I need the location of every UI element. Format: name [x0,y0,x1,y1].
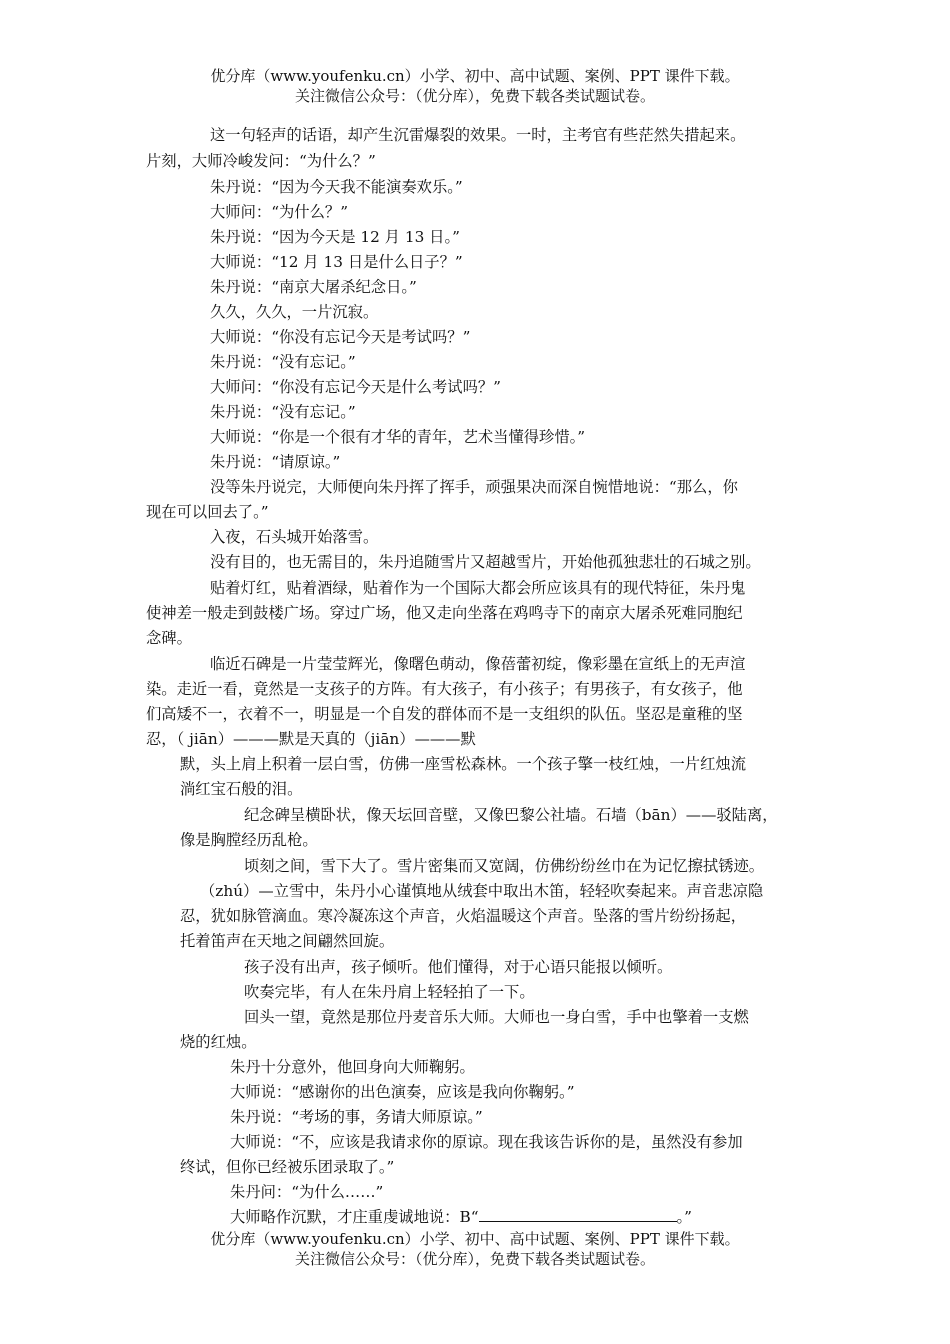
page-footer [0,1229,950,1269]
text-line: 忍，犹如脉管滴血。寒冷凝冻这个声音，火焰温暖这个声音。坠落的雪片纷纷扬起， [180,907,746,925]
text-line: 终试，但你已经被乐团录取了。” [180,1158,395,1176]
text-line: 大师说：“感谢你的出色演奏，应该是我向你鞠躬。” [230,1083,575,1101]
text-line: 们高矮不一，衣着不一，明显是一个自发的群体而不是一支组织的队伍。坚忍是童稚的坚 [146,705,743,723]
text-line: 朱丹说：“没有忘记。” [210,353,356,371]
text-line: 像是胸膛经历乱枪。 [180,831,318,849]
text-line: 久久，久久，一片沉寂。 [210,303,379,321]
text-line: 朱丹问：“为什么……” [230,1183,384,1201]
text-line: 这一句轻声的话语，却产生沉雷爆裂的效果。一时，主考官有些茫然失措起来。 [210,126,746,144]
header-line-1: 优分库（www.youfenku.cn）小学、初中、高中试题、案例、PPT 课件下载。 [210,67,740,85]
text-line: 使神差一般走到鼓楼广场。穿过广场，他又走向坐落在鸡鸣寺下的南京大屠杀死难同胞纪 [146,604,743,622]
text-line: 朱丹说：“南京大屠杀纪念日。” [210,278,417,296]
text-line: 片刻，大师冷峻发问：“为什么？” [146,152,376,170]
text-line: 淌红宝石般的泪。 [180,780,303,798]
text-line: 忍，（ jiān）———默是天真的（jiān）———默 [146,730,476,748]
footer-line-2: 关注微信公众号：（优分库），免费下载各类试题试卷。 [294,1250,655,1268]
footer-line-1: 优分库（www.youfenku.cn）小学、初中、高中试题、案例、PPT 课件下载。 [210,1230,740,1248]
text-line-fill-blank [230,1207,692,1227]
answer-blank [479,1207,677,1222]
text-line: 现在可以回去了。” [146,503,269,521]
text-line: 朱丹说：“考场的事，务请大师原谅。” [230,1108,483,1126]
text-line: 念碑。 [146,629,192,647]
text-line: 朱丹说：“没有忘记。” [210,403,356,421]
text-line: 朱丹说：“请原谅。” [210,453,341,471]
text-line: 回头一望，竟然是那位丹麦音乐大师。大师也一身白雪，手中也擎着一支燃 [244,1008,749,1026]
text-line: 托着笛声在天地之间翩然回旋。 [180,932,395,950]
text-line: 入夜，石头城开始落雪。 [210,528,379,546]
text-line: 吹奏完毕，有人在朱丹肩上轻轻拍了一下。 [244,983,535,1001]
text-line: 朱丹十分意外，他回身向大师鞠躬。 [230,1058,475,1076]
text-line: 大师略作沉默，才庄重虔诚地说：B“ [230,1208,479,1226]
text-line: 没等朱丹说完，大师便向朱丹挥了挥手，顽强果决而深自惋惜地说：“那么，你 [210,478,738,496]
line-end: 。” [676,1208,692,1226]
text-line: 顷刻之间，雪下大了。雪片密集而又宽阔，仿佛纷纷丝巾在为记忆擦拭锈迹。 [244,857,765,875]
text-line: 没有目的，也无需目的，朱丹追随雪片又超越雪片，开始他孤独悲壮的石城之别。 [210,553,761,571]
text-line: 孩子没有出声，孩子倾听。他们懂得，对于心语只能报以倾听。 [244,958,673,976]
text-line: 纪念碑呈横卧状，像天坛回音壁，又像巴黎公社墙。石墙（bān）——驳陆离， [244,806,778,824]
text-line: 染。走近一看，竟然是一支孩子的方阵。有大孩子，有小孩子；有男孩子，有女孩子，他 [146,680,743,698]
text-line: 朱丹说：“因为今天是 12 月 13 日。” [210,228,460,246]
page-header [0,66,950,106]
header-line-2: 关注微信公众号：（优分库），免费下载各类试题试卷。 [294,87,655,105]
text-line: 大师说：“你没有忘记今天是考试吗？” [210,328,471,346]
text-line: （zhú）—立雪中，朱丹小心谨慎地从绒套中取出木笛，轻轻吹奏起来。声音悲凉隐 [200,882,764,900]
text-line: 临近石碑是一片莹莹辉光，像曙色萌动，像蓓蕾初绽，像彩墨在宣纸上的无声渲 [210,655,746,673]
text-line: 大师说：“不，应该是我请求你的原谅。现在我该告诉你的是，虽然没有参加 [230,1133,743,1151]
text-line: 默，头上肩上积着一层白雪，仿佛一座雪松森林。一个孩子擎一枝红烛，一片红烛流 [180,755,746,773]
text-line: 大师问：“你没有忘记今天是什么考试吗？” [210,378,501,396]
text-line: 朱丹说：“因为今天我不能演奏欢乐。” [210,178,463,196]
text-line: 大师说：“你是一个很有才华的青年，艺术当懂得珍惜。” [210,428,586,446]
text-line: 贴着灯红，贴着酒绿，贴着作为一个国际大都会所应该具有的现代特征，朱丹鬼 [210,579,746,597]
text-line: 大师问：“为什么？” [210,203,349,221]
text-line: 烧的红烛。 [180,1033,257,1051]
text-line: 大师说：“12 月 13 日是什么日子？” [210,253,463,271]
